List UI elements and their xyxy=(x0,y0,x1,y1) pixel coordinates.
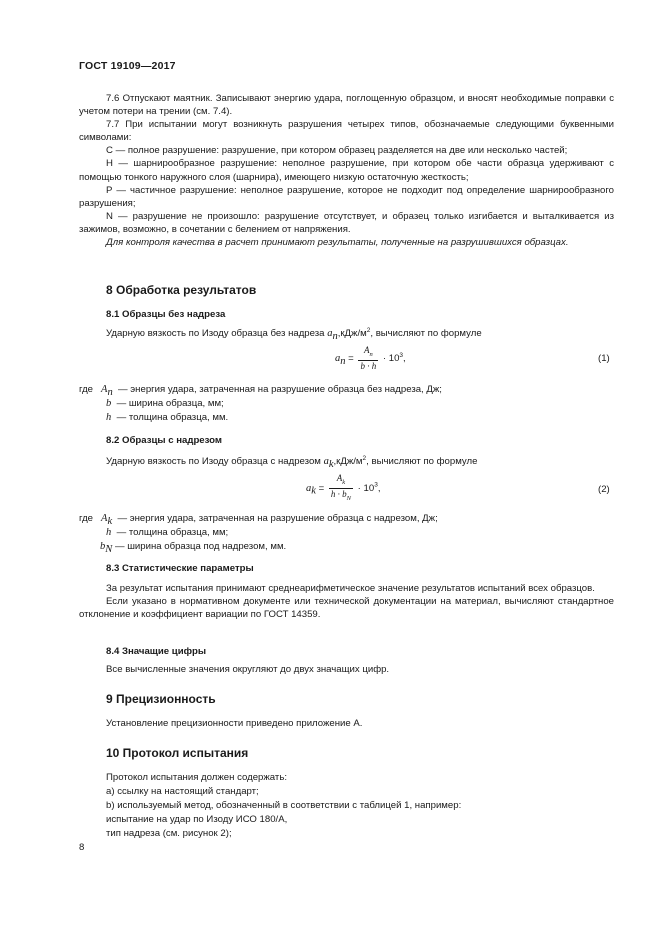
protocol-line-2: a) ссылку на настоящий стандарт; xyxy=(106,786,259,797)
formula-2: $a_k$ = $\frac{A_k}{h \cdot b_N}$ · $10^3$, xyxy=(306,473,381,502)
paragraph-7-6: 7.6 Отпускают маятник. Записывают энергию удара, поглощенную образцом, и вносят необходимые поправки с учетом потери на трении (см. 7.4). xyxy=(79,93,614,118)
subsection-8-3-heading: 8.3 Статистические параметры xyxy=(106,563,254,574)
equation-number-1: (1) xyxy=(598,353,610,364)
formula-1: $a_n$ = $\frac{A_n}{b \cdot h}$ · $10^3$, xyxy=(335,345,406,371)
fracture-type-c: С — полное разрушение: разрушение, при котором образец разделяется на две или несколько частей; xyxy=(106,145,568,157)
formula-2-fraction: $\frac{A_k}{h \cdot b_N}$ xyxy=(330,473,351,502)
fracture-type-p: Р — частичное разрушение: неполное разрушение, которое не подходит под определение шарнирообразного разрушения; xyxy=(79,184,614,209)
paragraph-8-3-1: За результат испытания принимают среднеарифметическое значение результатов испытаний всех образцов. xyxy=(106,583,595,594)
paragraph-9: Установление прецизионности приведено приложение А. xyxy=(106,718,363,729)
definition-b-n: $b_N$ — ширина образца под надрезом, мм. xyxy=(100,541,287,555)
definition-h-2: h — толщина образца, мм; xyxy=(106,527,229,538)
definition-h: h — толщина образца, мм. xyxy=(106,412,229,423)
definition-b: b — ширина образца, мм; xyxy=(106,398,224,409)
paragraph-8-4: Все вычисленные значения округляют до двух значащих цифр. xyxy=(106,664,390,675)
fracture-type-n: N — разрушение не произошло: разрушение отсутствует, и образец только изгибается и выталкивается из зажимов, возможно, в сочетании с белением от напряжения. xyxy=(79,210,614,235)
protocol-line-4: испытание на удар по Изоду ИСО 180/А, xyxy=(106,814,288,825)
definition-a-n: где $A_n$ — энергия удара, затраченная на разрушение образца без надреза, Дж; xyxy=(79,384,442,398)
page-number: 8 xyxy=(79,842,85,853)
equation-number-2: (2) xyxy=(598,484,610,495)
subsection-8-4-heading: 8.4 Значащие цифры xyxy=(106,646,207,657)
quality-control-note: Для контроля качества в расчет принимают результаты, полученные на разрушившихся образцах. xyxy=(106,237,569,249)
fracture-type-h: Н — шарнирообразное разрушение: неполное разрушение, при котором обе части образца удерживают с помощью тонкого наружного слоя (шарнира), имеющего низкую остаточную жесткость; xyxy=(79,158,614,183)
subsection-8-2-heading: 8.2 Образцы с надрезом xyxy=(106,435,223,446)
subsection-8-3-body xyxy=(79,582,614,621)
section-8-heading: 8 Обработка результатов xyxy=(106,283,257,297)
subsection-8-2-intro: Ударную вязкость по Изоду образца с надрезом $a_k,кДж/м^2$, вычисляют по формуле xyxy=(106,455,478,471)
subsection-8-1-heading: 8.1 Образцы без надреза xyxy=(106,309,226,320)
protocol-line-1: Протокол испытания должен содержать: xyxy=(106,772,287,783)
section-10-heading: 10 Протокол испытания xyxy=(106,746,249,760)
paragraph-8-3-2: Если указано в нормативном документе или технической документации на материал, вычисляют стандартное отклонение и коэффициент вариации по ГОСТ 14359. xyxy=(79,596,614,621)
formula-1-fraction: $\frac{A_n}{b \cdot h}$ xyxy=(360,345,377,371)
protocol-line-5: тип надреза (см. рисунок 2); xyxy=(106,828,232,839)
definition-a-k: где $A_k$ — энергия удара, затраченная на разрушение образца с надрезом, Дж; xyxy=(79,513,438,527)
section-9-heading: 9 Прецизионность xyxy=(106,692,216,706)
document-header: ГОСТ 19109—2017 xyxy=(79,60,176,72)
paragraph-7-7: 7.7 При испытании могут возникнуть разрушения четырех типов, обозначаемые следующими буквенными символами: xyxy=(79,119,614,144)
section-7-block xyxy=(79,92,614,249)
protocol-line-3: b) используемый метод, обозначенный в соответствии с таблицей 1, например: xyxy=(106,800,462,811)
subsection-8-1-intro: Ударную вязкость по Изоду образца без надреза $a_n,кДж/м^2$, вычисляют по формуле xyxy=(106,327,482,343)
